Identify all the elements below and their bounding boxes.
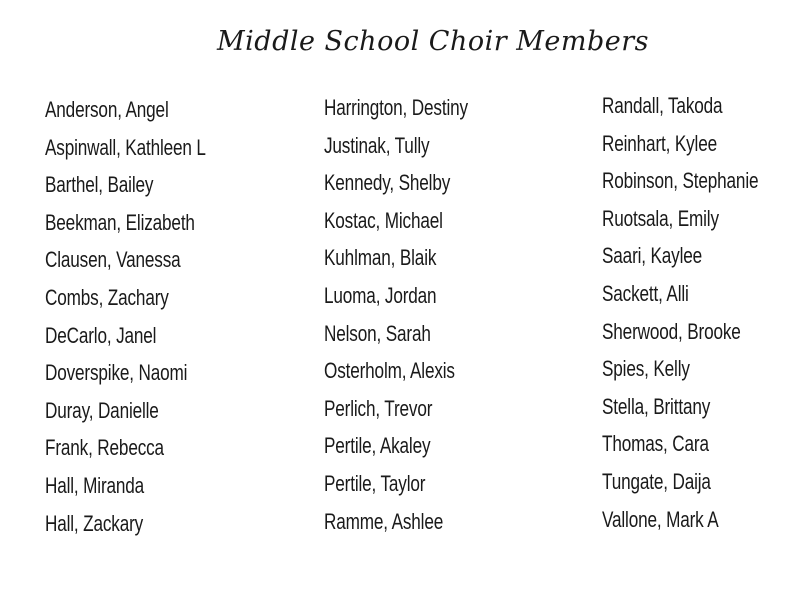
member-name: DeCarlo, Janel xyxy=(45,322,157,348)
member-column-3 xyxy=(602,87,800,538)
member-name: Pertile, Akaley xyxy=(324,433,431,459)
member-name: Tungate, Daija xyxy=(602,468,711,494)
member-name: Stella, Brittany xyxy=(602,393,711,419)
member-column-2 xyxy=(324,89,509,540)
member-name: Barthel, Bailey xyxy=(45,172,154,198)
member-name: Duray, Danielle xyxy=(45,397,159,423)
member-name: Justinak, Tully xyxy=(324,132,430,158)
member-name: Perlich, Trevor xyxy=(324,395,433,421)
member-name: Randall, Takoda xyxy=(602,93,723,118)
member-name: Ramme, Ashlee xyxy=(324,508,444,534)
member-name: Saari, Kaylee xyxy=(602,243,703,269)
member-name: Combs, Zachary xyxy=(45,284,169,310)
member-name: Aspinwall, Kathleen L xyxy=(45,134,206,160)
member-name: Hall, Miranda xyxy=(45,472,145,498)
member-name: Clausen, Vanessa xyxy=(45,247,181,273)
member-name: Frank, Rebecca xyxy=(45,435,164,461)
member-name: Nelson, Sarah xyxy=(324,320,431,346)
member-name: Harrington, Destiny xyxy=(324,95,468,120)
member-name: Sherwood, Brooke xyxy=(602,318,741,344)
member-name: Reinhart, Kylee xyxy=(602,130,717,156)
member-name: Sackett, Alli xyxy=(602,280,689,306)
member-name: Luoma, Jordan xyxy=(324,282,437,308)
member-name: Beekman, Elizabeth xyxy=(45,209,195,235)
member-name: Kostac, Michael xyxy=(324,207,443,233)
member-column-1 xyxy=(45,91,251,542)
member-name: Vallone, Mark A xyxy=(602,506,719,532)
member-name: Kennedy, Shelby xyxy=(324,170,451,196)
member-name: Doverspike, Naomi xyxy=(45,360,188,386)
member-name: Ruotsala, Emily xyxy=(602,205,719,231)
member-name: Pertile, Taylor xyxy=(324,470,426,496)
page-title: Middle School Choir Members xyxy=(217,26,649,57)
member-name: Kuhlman, Blaik xyxy=(324,245,437,271)
member-name: Osterholm, Alexis xyxy=(324,358,455,384)
member-name: Anderson, Angel xyxy=(45,97,169,122)
member-name: Robinson, Stephanie xyxy=(602,168,759,194)
member-name: Thomas, Cara xyxy=(602,431,709,457)
member-name: Hall, Zackary xyxy=(45,510,144,536)
member-name: Spies, Kelly xyxy=(602,356,690,382)
